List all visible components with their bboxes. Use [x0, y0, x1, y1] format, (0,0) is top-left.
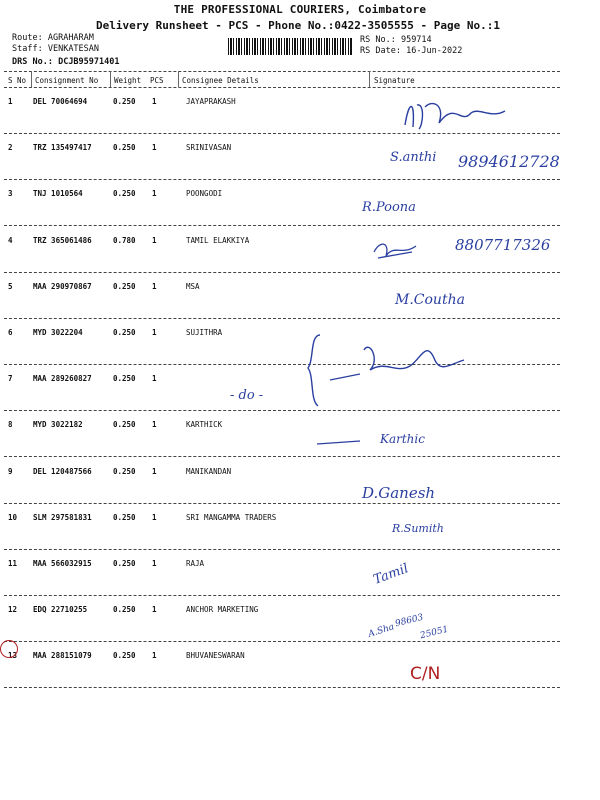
row-consignee: SUJITHRA	[186, 328, 223, 337]
row-divider	[4, 641, 560, 642]
row-weight: 0.250	[113, 467, 136, 476]
route-label: Route:	[12, 33, 43, 43]
signature-10: R.Sumith	[392, 522, 444, 535]
row-consignee: SRI MANGAMMA TRADERS	[186, 513, 277, 522]
row-consignment: MAA 290970867	[33, 282, 92, 291]
row-divider	[4, 410, 560, 411]
row-consignment: TRZ 135497417	[33, 143, 92, 152]
barcode	[228, 38, 353, 55]
drs-line	[12, 57, 120, 67]
row-pcs: 1	[152, 605, 157, 614]
row-consignee: BHUVANESWARAN	[186, 651, 245, 660]
phone-2: 9894612728	[458, 152, 560, 171]
row-consignment: EDQ 22710255	[33, 605, 88, 614]
row-sno: 10	[8, 513, 18, 522]
row-divider	[4, 272, 560, 273]
row-sno: 12	[8, 605, 18, 614]
row-divider	[4, 225, 560, 226]
row-consignee: TAMIL ELAKKIYA	[186, 236, 250, 245]
row-pcs: 1	[152, 97, 157, 106]
rs-no-value: 959714	[400, 35, 432, 45]
row-pcs: 1	[152, 467, 157, 476]
row-consignee: KARTHICK	[186, 420, 223, 429]
row-consignee: MSA	[186, 282, 200, 291]
col-signature: Signature	[374, 76, 415, 85]
row-sno: 6	[8, 328, 13, 337]
col-sno: S No	[8, 76, 27, 85]
row-weight: 0.250	[113, 559, 136, 568]
row-consignment: MAA 288151079	[33, 651, 92, 660]
row-weight: 0.250	[113, 605, 136, 614]
row-consignee: ANCHOR MARKETING	[186, 605, 259, 614]
row-weight: 0.250	[113, 97, 136, 106]
row-pcs: 1	[152, 513, 157, 522]
company-title: THE PROFESSIONAL COURIERS, Coimbatore	[173, 3, 427, 16]
row-pcs: 1	[152, 374, 157, 383]
signature-12-num-2: 25051	[419, 624, 450, 642]
row-weight: 0.780	[113, 236, 136, 245]
row-pcs: 1	[152, 189, 157, 198]
phone-4: 8807717326	[455, 236, 551, 254]
col-weight: Weight	[114, 76, 142, 85]
col-pcs: PCS	[150, 76, 164, 85]
col-consignment: Consignment No	[35, 76, 99, 85]
row-pcs: 1	[152, 559, 157, 568]
rs-date-line	[360, 46, 462, 56]
row-pcs: 1	[152, 420, 157, 429]
row-consignment: TNJ 1010564	[33, 189, 83, 198]
row-divider	[4, 503, 560, 504]
row-consignee: JAYAPRAKASH	[186, 97, 236, 106]
row-sno: 1	[8, 97, 13, 106]
col-consignee: Consignee Details	[182, 76, 259, 85]
signature-3: R.Poona	[362, 200, 416, 215]
route-value: AGRAHARAM	[47, 33, 94, 43]
row-sno: 9	[8, 467, 13, 476]
row-sno: 13	[8, 651, 18, 660]
vline-4	[369, 71, 370, 87]
row-divider	[4, 595, 560, 596]
staff-value: VENKATESAN	[47, 44, 100, 54]
row-sno: 7	[8, 374, 13, 383]
row-divider	[4, 318, 560, 319]
row-weight: 0.250	[113, 143, 136, 152]
route-line	[12, 33, 94, 43]
row-weight: 0.250	[113, 513, 136, 522]
row-weight: 0.250	[113, 282, 136, 291]
row-sno: 4	[8, 236, 13, 245]
row-weight: 0.250	[113, 189, 136, 198]
row-consignee: RAJA	[186, 559, 205, 568]
signature-9: D.Ganesh	[362, 484, 436, 502]
rs-no-label: RS No.:	[360, 35, 396, 45]
row-consignment: MYD 3022182	[33, 420, 83, 429]
row-weight: 0.250	[113, 374, 136, 383]
row-pcs: 1	[152, 328, 157, 337]
row-sno: 11	[8, 559, 18, 568]
cn-mark: C/N	[410, 664, 441, 684]
runsheet-title: Delivery Runsheet - PCS - Phone No.:0422-3505555 - Page No.:1	[96, 19, 500, 32]
staff-line	[12, 44, 99, 54]
row-consignment: DEL 70064694	[33, 97, 88, 106]
row-divider	[4, 456, 560, 457]
row-13-circle	[0, 640, 18, 658]
row-divider	[4, 549, 560, 550]
vline-3	[178, 71, 179, 87]
signature-1	[395, 95, 525, 137]
row-pcs: 1	[152, 651, 157, 660]
row-consignment: MYD 3022204	[33, 328, 83, 337]
header-rule-top	[4, 71, 560, 72]
row-consignee: POONGODI	[186, 189, 223, 198]
brace-signature-6-7	[300, 330, 480, 410]
row-consignment: SLM 297581831	[33, 513, 92, 522]
row-divider	[4, 687, 560, 688]
signature-12-name: A.Sha	[367, 622, 396, 640]
signature-8: Karthic	[380, 432, 425, 446]
row-consignment: DEL 120487566	[33, 467, 92, 476]
signature-12-num-1: 98603	[394, 612, 425, 630]
row-sno: 2	[8, 143, 13, 152]
header-rule-bottom	[4, 87, 560, 88]
row-consignee: SRINIVASAN	[186, 143, 232, 152]
row-sno: 8	[8, 420, 13, 429]
row-sno: 5	[8, 282, 13, 291]
row-consignment: MAA 289260827	[33, 374, 92, 383]
rs-no-line	[360, 35, 432, 45]
signature-2: S.anthi	[390, 150, 437, 165]
row-pcs: 1	[152, 236, 157, 245]
dash-signature-8	[315, 438, 365, 448]
row-consignment: MAA 566032915	[33, 559, 92, 568]
drs-label: DRS No.:	[12, 57, 53, 67]
signature-4	[372, 238, 422, 260]
signature-11: Tamil	[371, 561, 411, 588]
row-weight: 0.250	[113, 420, 136, 429]
row-pcs: 1	[152, 143, 157, 152]
vline-1	[31, 71, 32, 87]
drs-value: DCJB95971401	[58, 57, 120, 67]
staff-label: Staff:	[12, 44, 43, 54]
rs-date-label: RS Date:	[360, 46, 401, 56]
signature-5: M.Coutha	[395, 292, 465, 308]
row-pcs: 1	[152, 282, 157, 291]
row-weight: 0.250	[113, 328, 136, 337]
ditto-mark: - do -	[230, 388, 264, 403]
rs-date-value: 16-Jun-2022	[406, 46, 463, 56]
row-weight: 0.250	[113, 651, 136, 660]
row-consignee: MANIKANDAN	[186, 467, 232, 476]
row-consignment: TRZ 365061486	[33, 236, 92, 245]
row-divider	[4, 179, 560, 180]
row-sno: 3	[8, 189, 13, 198]
vline-2	[110, 71, 111, 87]
